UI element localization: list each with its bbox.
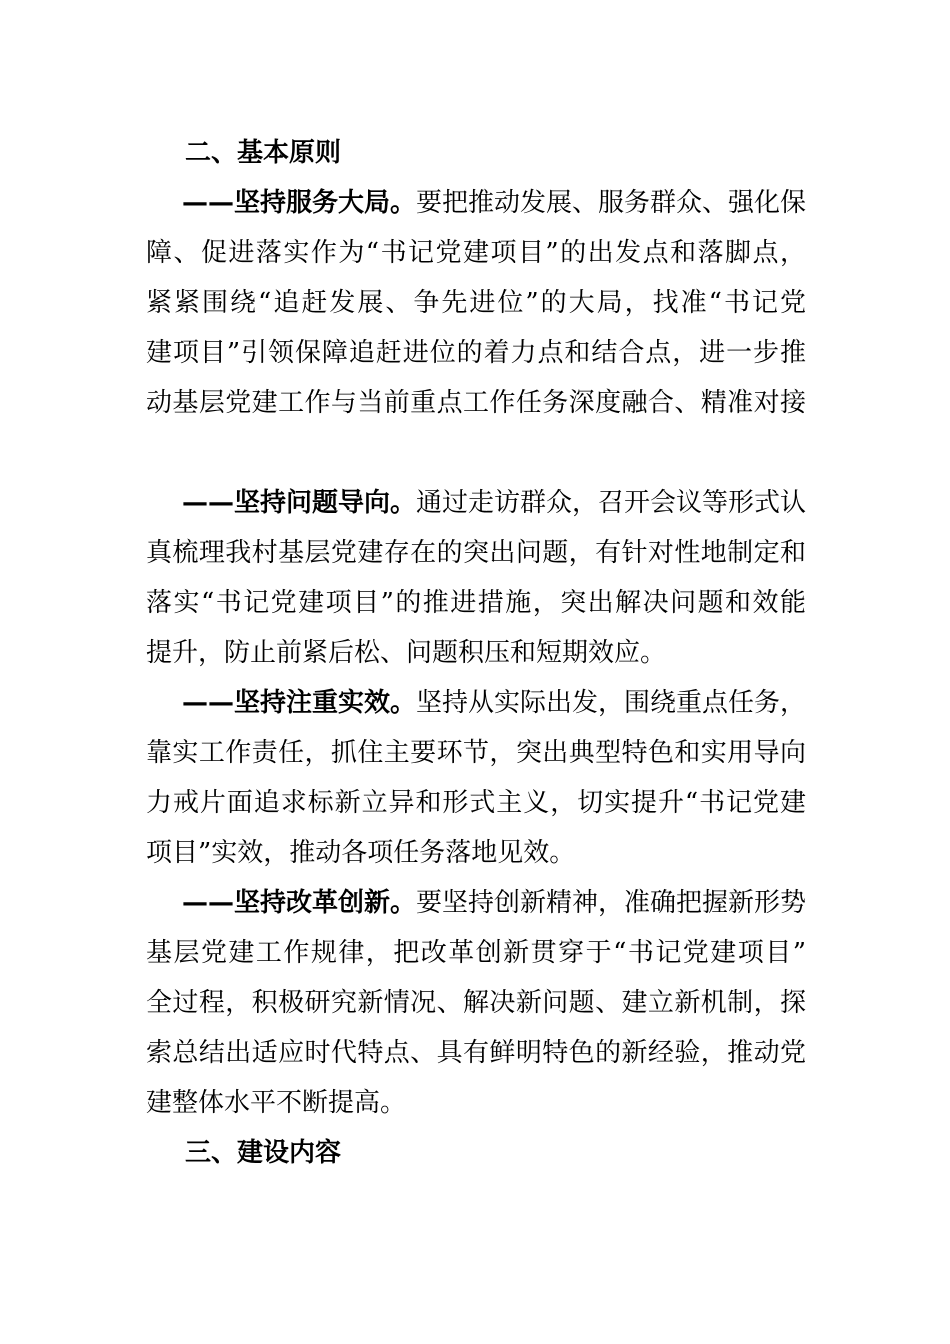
principle-lead: ——坚持服务大局。: [182, 188, 417, 218]
paragraph-line: 落实“书记党建项目”的推进措施，突出解决问题和效能: [146, 588, 806, 618]
paragraph-line: 建整体水平不断提高。: [146, 1088, 407, 1118]
paragraph-line: 紧紧围绕“追赶发展、争先进位”的大局，找准“书记党: [146, 288, 806, 318]
paragraph-line: 提升，防止前紧后松、问题积压和短期效应。: [146, 638, 667, 668]
paragraph-line: 基层党建工作规律，把改革创新贯穿于“书记党建项目”: [146, 938, 806, 968]
principle-lead: ——坚持改革创新。: [182, 888, 417, 918]
paragraph-line: 靠实工作责任，抓住主要环节，突出典型特色和实用导向: [146, 738, 806, 768]
paragraph-line: 真梳理我村基层党建存在的突出问题，有针对性地制定和: [146, 538, 806, 568]
paragraph-line: 索总结出适应时代特点、具有鲜明特色的新经验，推动党: [146, 1038, 806, 1068]
principle-lead: ——坚持注重实效。: [182, 688, 417, 718]
section-heading-content: 三、建设内容: [185, 1138, 342, 1168]
section-heading-principles: 二、基本原则: [185, 138, 342, 168]
paragraph-line: [182, 678, 806, 728]
principle-text: 要把推动发展、服务群众、强化保: [416, 188, 807, 218]
paragraph-line: 全过程，积极研究新情况、解决新问题、建立新机制，探: [146, 988, 806, 1018]
paragraph-line: [182, 478, 806, 528]
paragraph-line: [182, 878, 806, 928]
principle-text: 坚持从实际出发，围绕重点任务，: [416, 688, 807, 718]
principle-text: 通过走访群众，召开会议等形式认: [416, 488, 807, 518]
paragraph-line: 建项目”引领保障追赶进位的着力点和结合点，进一步推: [146, 338, 806, 368]
paragraph-line: [182, 178, 806, 228]
paragraph-line: 力戒片面追求标新立异和形式主义，切实提升“书记党建: [146, 788, 806, 818]
paragraph-line: 动基层党建工作与当前重点工作任务深度融合、精准对接: [146, 388, 806, 418]
principle-lead: ——坚持问题导向。: [182, 488, 417, 518]
paragraph-line: 障、促进落实作为“书记党建项目”的出发点和落脚点，: [146, 238, 806, 268]
principle-text: 要坚持创新精神，准确把握新形势: [416, 888, 807, 918]
paragraph-line: 项目”实效，推动各项任务落地见效。: [146, 838, 576, 868]
